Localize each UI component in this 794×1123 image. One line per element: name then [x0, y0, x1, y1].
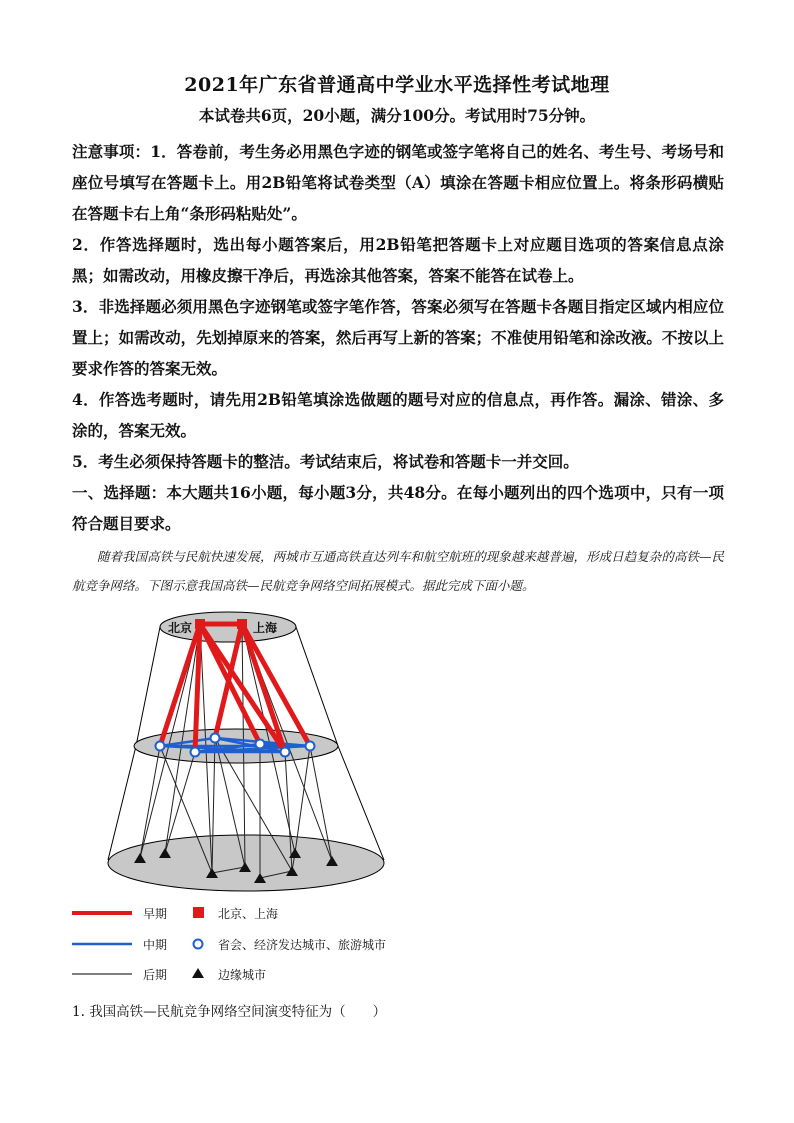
bottom-layer	[108, 835, 384, 891]
legend	[72, 906, 386, 982]
beijing-node	[195, 619, 205, 629]
question-1	[72, 1000, 724, 1024]
beijing-label: 北京	[168, 621, 193, 635]
note-5: 5．考生必须保持答题卡的整洁。考试结束后，将试卷和答题卡一并交回。	[72, 452, 579, 471]
note-2: 2．作答选择题时，选出每小题答案后，用2B铅笔把答题卡上对应题目选项的答案信息点涂黑；如需改动，用橡皮擦干净后，再选涂其他答案，答案不能答在试卷上。	[72, 235, 724, 285]
page-title: 2021年广东省普通高中学业水平选择性考试地理	[184, 74, 610, 96]
shanghai-label: 上海	[253, 621, 278, 635]
legend-beijing-shanghai: 北京、上海	[218, 907, 279, 921]
shanghai-node	[237, 619, 247, 629]
legend-edge-cities: 边缘城市	[218, 968, 267, 982]
legend-provincial-cities: 省会、经济发达城市、旅游城市	[218, 938, 387, 952]
section-intro: 随着我国高铁与民航快速发展，两城市互通高铁直达列车和航空航班的现象越来越普遍，形成日趋复杂的高铁—民航竞争网络。下图示意我国高铁—民航竞争网络空间拓展模式。据此完成下面小题。	[72, 549, 724, 593]
note-3: 3．非选择题必须用黑色字迹钢笔或签字笔作答，答案必须写在答题卡各题目指定区域内相应位置上；如需改动，先划掉原来的答案，然后再写上新的答案；不准使用铅笔和涂改液。不按以上要求作答的答案无效。	[72, 297, 724, 378]
question-text: 我国高铁—民航竞争网络空间演变特征为（ ）	[89, 1004, 387, 1020]
legend-late: 后期	[143, 968, 168, 982]
legend-early: 早期	[143, 907, 168, 921]
page-subtitle: 本试卷共6页，20小题，满分100分。考试用时75分钟。	[198, 106, 596, 125]
section-heading: 一、选择题：本大题共16小题，每小题3分，共48分。在每小题列出的四个选项中，只有一项符合题目要求。	[72, 483, 724, 533]
legend-mid: 中期	[143, 938, 168, 952]
question-number: 1.	[72, 1004, 85, 1020]
note-1: 注意事项：1．答卷前，考生务必用黑色字迹的钢笔或签字笔将自己的姓名、考生号、考场号和座位号填写在答题卡上。用2B铅笔将试卷类型（A）填涂在答题卡相应位置上。将条形码横贴在答题卡右上角“条形码粘贴处”。	[72, 142, 724, 223]
note-4: 4．作答选考题时，请先用2B铅笔填涂选做题的题号对应的信息点，再作答。漏涂、错涂、多涂的，答案无效。	[72, 390, 724, 440]
network-diagram	[60, 605, 460, 995]
